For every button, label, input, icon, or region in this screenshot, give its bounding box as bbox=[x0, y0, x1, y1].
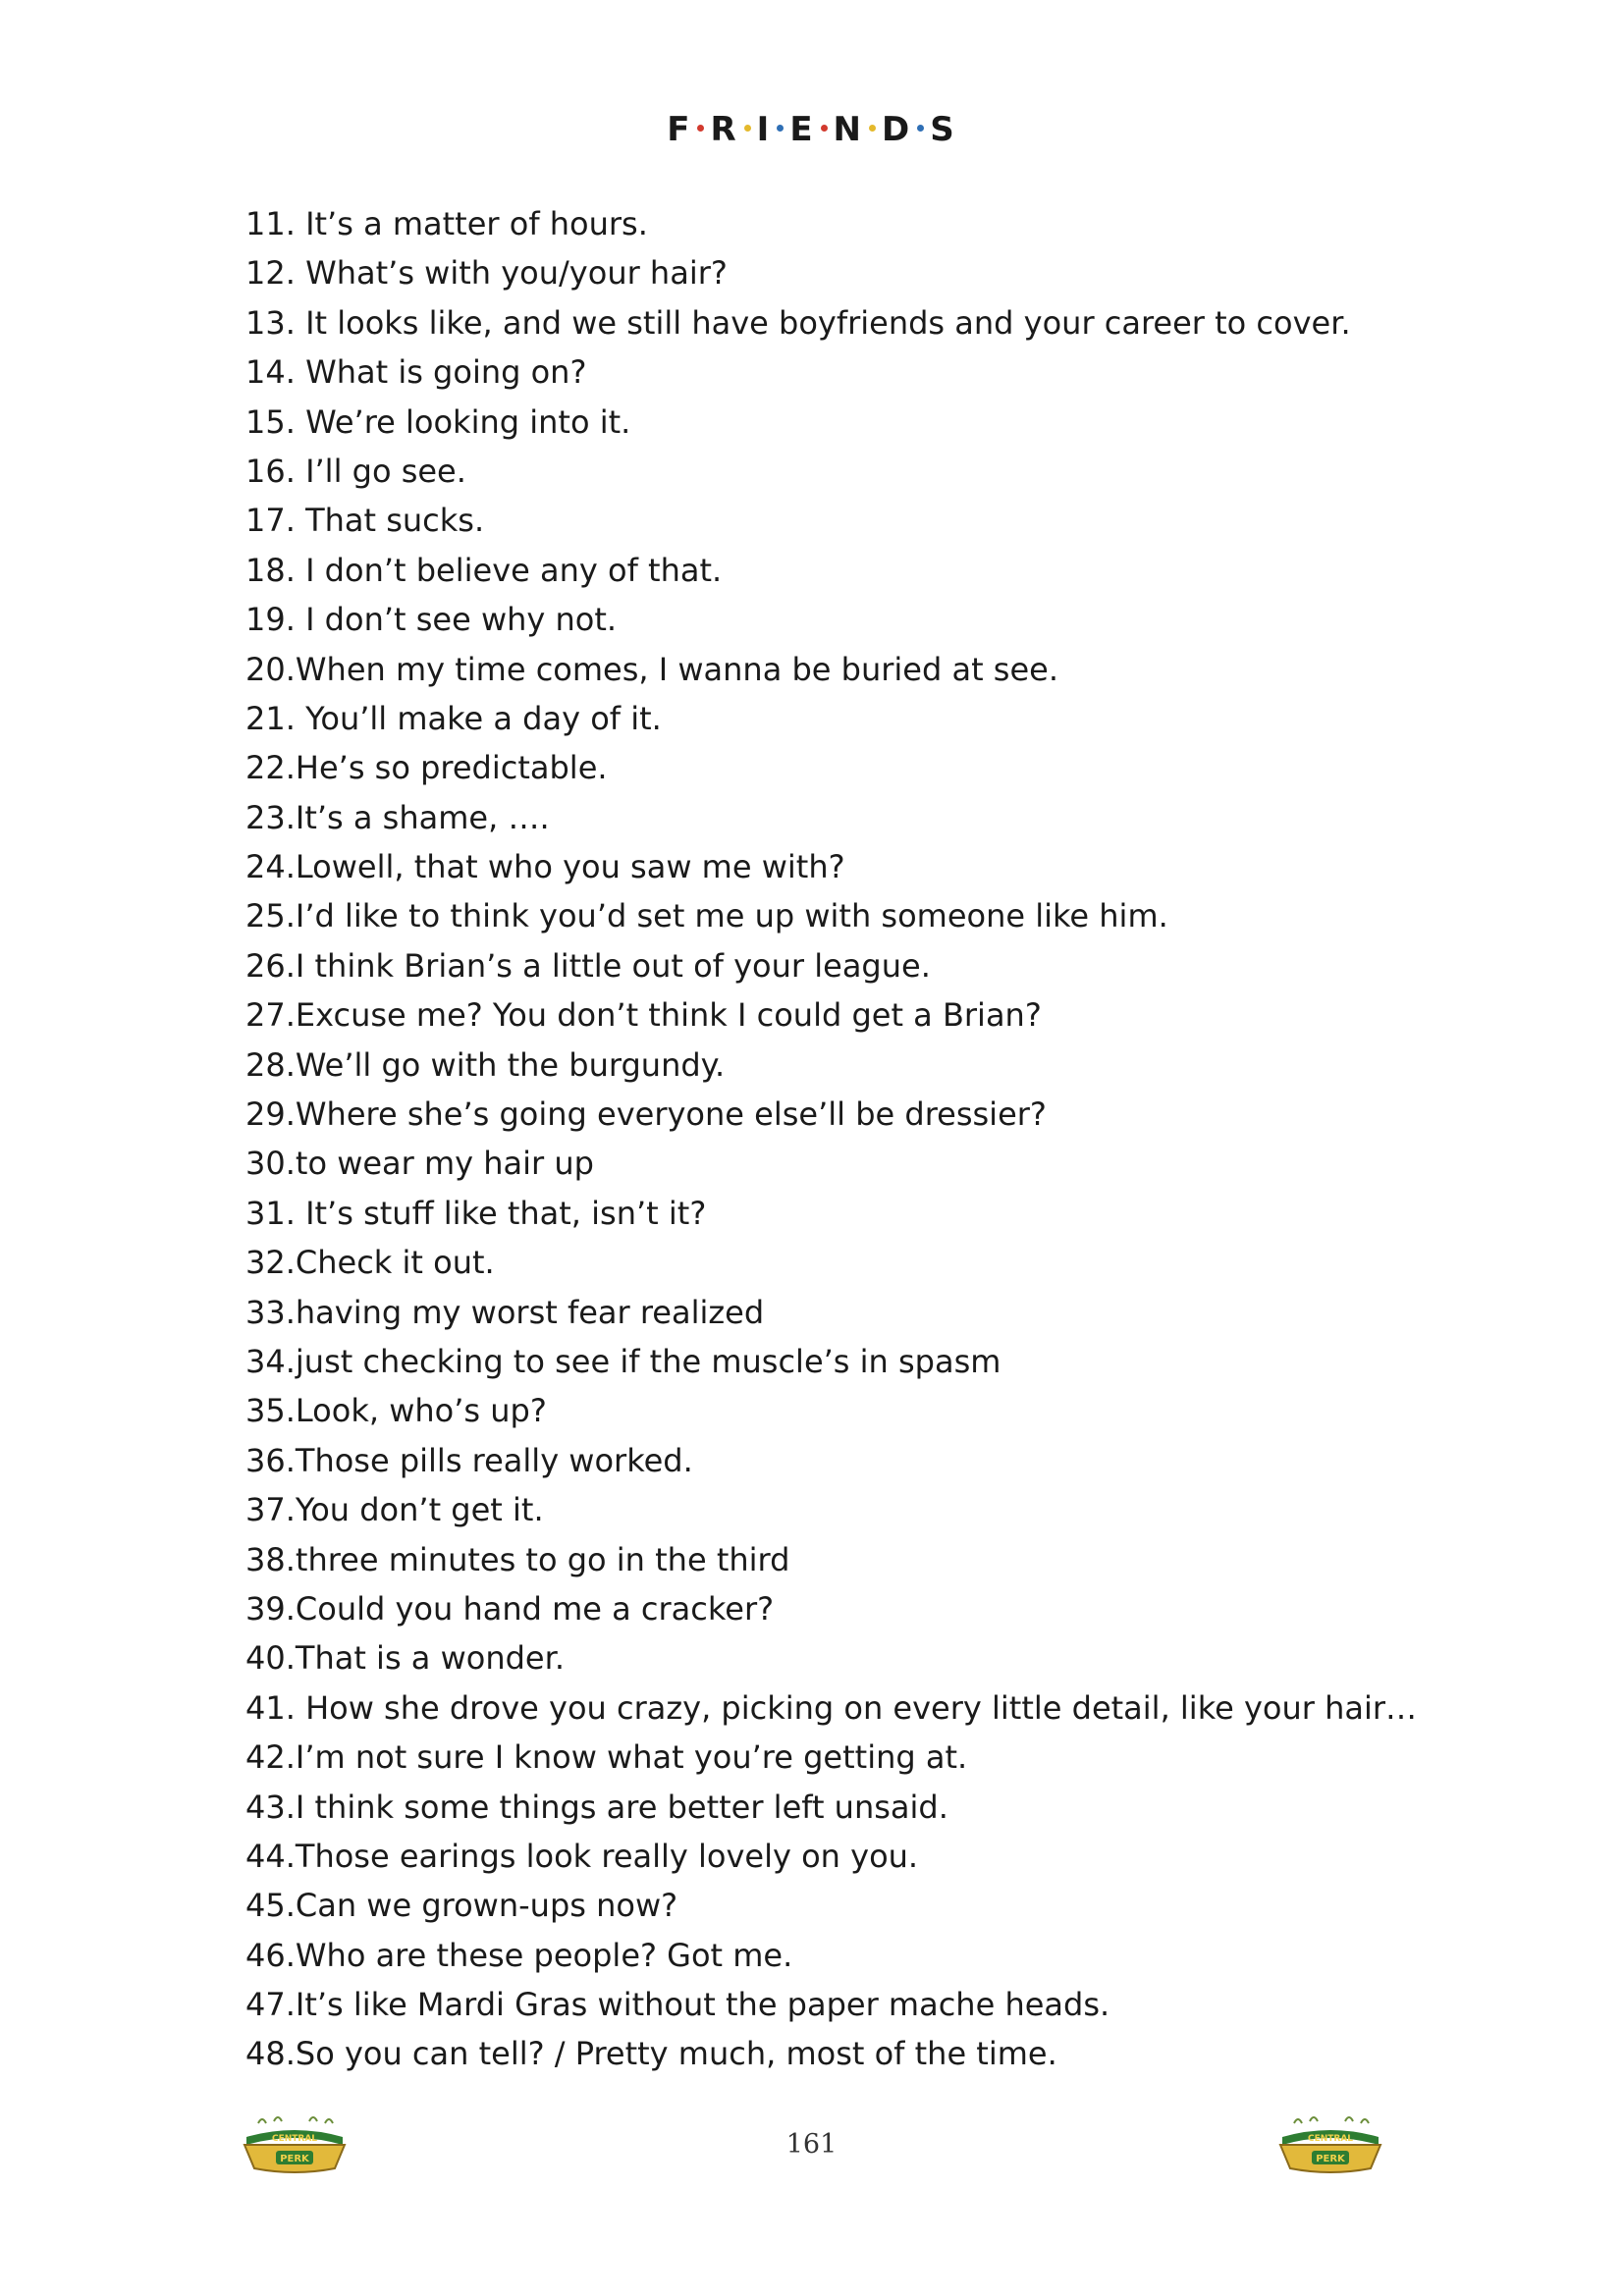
phrase-number: 39. bbox=[245, 1589, 296, 1628]
friends-logo bbox=[0, 110, 1623, 157]
phrase-text: What’s with you/your hair? bbox=[295, 254, 728, 293]
phrase-text: We’re looking into it. bbox=[295, 402, 631, 441]
phrase-text: I think some things are better left unsaid. bbox=[295, 1788, 948, 1826]
phrase-list-item bbox=[245, 1980, 1424, 2029]
phrase-number: 40. bbox=[245, 1639, 296, 1678]
phrase-text: Those pills really worked. bbox=[295, 1441, 693, 1479]
phrase-list-item bbox=[245, 1238, 1424, 1287]
phrase-number: 45. bbox=[245, 1887, 296, 1925]
phrase-list-item bbox=[245, 199, 1424, 248]
phrase-list-item bbox=[245, 793, 1424, 842]
phrase-list-item bbox=[245, 2029, 1424, 2078]
phrase-number: 26. bbox=[245, 946, 296, 985]
phrase-text: Check it out. bbox=[295, 1244, 495, 1282]
central-perk-logo-bottom-text: PERK bbox=[280, 2154, 309, 2164]
phrase-number: 47. bbox=[245, 1986, 296, 2024]
phrase-number: 11. bbox=[245, 205, 296, 242]
phrase-list-item bbox=[245, 1633, 1424, 1682]
phrase-list-item bbox=[245, 1386, 1424, 1435]
phrase-text: When my time comes, I wanna be buried at see. bbox=[295, 650, 1059, 688]
friends-logo-letter: I bbox=[756, 110, 772, 149]
phrase-list-item bbox=[245, 1189, 1424, 1238]
phrase-list-item bbox=[245, 1436, 1424, 1485]
phrase-list-item bbox=[245, 891, 1424, 940]
phrase-text: I think Brian’s a little out of your league. bbox=[295, 946, 931, 985]
phrase-number: 34. bbox=[245, 1342, 296, 1380]
phrase-text: I’m not sure I know what you’re getting at. bbox=[295, 1738, 968, 1777]
phrase-text: Look, who’s up? bbox=[295, 1392, 547, 1430]
friends-logo-dot bbox=[697, 125, 704, 132]
phrase-list-item bbox=[245, 347, 1424, 397]
friends-logo-dot bbox=[744, 125, 751, 132]
phrase-text: having my worst fear realized bbox=[295, 1293, 765, 1331]
phrase-text: I’ll go see. bbox=[295, 452, 466, 490]
phrase-number: 35. bbox=[245, 1392, 296, 1430]
phrase-number: 29. bbox=[245, 1095, 296, 1134]
friends-logo-letter: R bbox=[710, 110, 738, 149]
phrase-text: You’ll make a day of it. bbox=[295, 699, 662, 737]
friends-logo-dot bbox=[917, 125, 924, 132]
phrase-text: It looks like, and we still have boyfriends and your career to cover. bbox=[295, 303, 1351, 342]
phrase-text: That is a wonder. bbox=[295, 1639, 565, 1678]
phrase-list-item bbox=[245, 1485, 1424, 1534]
phrase-number: 12. bbox=[245, 254, 296, 293]
phrase-list-item bbox=[245, 1783, 1424, 1832]
phrase-number: 22. bbox=[245, 749, 296, 787]
phrase-list-item bbox=[245, 1041, 1424, 1090]
phrase-number: 21. bbox=[245, 699, 296, 737]
phrase-text: I’d like to think you’d set me up with someone like him. bbox=[295, 897, 1168, 935]
phrase-list-item bbox=[245, 694, 1424, 743]
phrase-list-item bbox=[245, 1733, 1424, 1782]
phrase-number: 43. bbox=[245, 1788, 296, 1826]
phrase-list-item bbox=[245, 1832, 1424, 1881]
phrase-number: 14. bbox=[245, 353, 296, 392]
phrase-number: 48. bbox=[245, 2035, 296, 2073]
friends-logo-letter: E bbox=[789, 110, 815, 149]
phrase-number: 32. bbox=[245, 1244, 296, 1282]
phrase-list-item bbox=[245, 842, 1424, 891]
phrase-text: Who are these people? Got me. bbox=[295, 1936, 793, 1974]
phrase-number: 41. bbox=[245, 1688, 296, 1727]
phrase-list-item bbox=[245, 447, 1424, 496]
phrase-text: So you can tell? / Pretty much, most of the time. bbox=[295, 2035, 1057, 2073]
phrase-number: 15. bbox=[245, 402, 296, 441]
phrase-number: 31. bbox=[245, 1194, 296, 1232]
phrase-text: to wear my hair up bbox=[295, 1145, 594, 1183]
phrase-number: 36. bbox=[245, 1441, 296, 1479]
phrase-text: It’s stuff like that, isn’t it? bbox=[295, 1194, 707, 1232]
phrase-text: He’s so predictable. bbox=[295, 749, 608, 787]
phrase-list-item bbox=[245, 546, 1424, 595]
phrase-text: Can we grown-ups now? bbox=[295, 1887, 678, 1925]
phrase-text: Where she’s going everyone else’ll be dressier? bbox=[295, 1095, 1047, 1134]
central-perk-logo-top-text: CENTRAL bbox=[1307, 2134, 1354, 2144]
phrase-list-item bbox=[245, 941, 1424, 990]
phrase-number: 16. bbox=[245, 452, 296, 490]
phrase-number: 46. bbox=[245, 1936, 296, 1974]
phrase-text: You don’t get it. bbox=[295, 1491, 544, 1529]
phrase-number: 18. bbox=[245, 551, 296, 589]
phrase-list-item bbox=[245, 743, 1424, 792]
phrase-number: 28. bbox=[245, 1045, 296, 1084]
friends-logo-letter: F bbox=[667, 110, 692, 149]
phrase-number: 33. bbox=[245, 1293, 296, 1331]
phrase-text: It’s a shame, …. bbox=[295, 798, 550, 836]
central-perk-logo-bottom-text: PERK bbox=[1316, 2154, 1345, 2164]
phrase-text: What is going on? bbox=[295, 353, 587, 392]
phrase-list-item bbox=[245, 1931, 1424, 1980]
phrase-text: I don’t believe any of that. bbox=[295, 551, 723, 589]
friends-logo-dot bbox=[869, 125, 876, 132]
phrase-number: 38. bbox=[245, 1540, 296, 1578]
phrase-list-item bbox=[245, 398, 1424, 447]
phrase-list-item bbox=[245, 496, 1424, 545]
phrase-text: Could you hand me a cracker? bbox=[295, 1589, 775, 1628]
phrase-list-item bbox=[245, 1337, 1424, 1386]
phrase-list bbox=[245, 199, 1424, 2079]
phrase-text: Excuse me? You don’t think I could get a Brian? bbox=[295, 996, 1042, 1035]
friends-logo-dot bbox=[777, 125, 784, 132]
phrase-number: 13. bbox=[245, 303, 296, 342]
friends-logo-letter: N bbox=[833, 110, 864, 149]
central-perk-logo-top-text: CENTRAL bbox=[271, 2134, 318, 2144]
phrase-list-item bbox=[245, 248, 1424, 297]
friends-logo-letter: D bbox=[882, 110, 912, 149]
phrase-number: 25. bbox=[245, 897, 296, 935]
central-perk-logo-icon bbox=[1276, 2115, 1384, 2176]
phrase-text: I don’t see why not. bbox=[295, 601, 618, 639]
phrase-list-item bbox=[245, 1881, 1424, 1930]
phrase-text: It’s like Mardi Gras without the paper mache heads. bbox=[295, 1986, 1110, 2024]
phrase-list-item bbox=[245, 1683, 1424, 1733]
phrase-number: 42. bbox=[245, 1738, 296, 1777]
friends-logo-dot bbox=[821, 125, 828, 132]
phrase-number: 20. bbox=[245, 650, 296, 688]
phrase-number: 17. bbox=[245, 502, 296, 540]
phrase-text: We’ll go with the burgundy. bbox=[295, 1045, 726, 1084]
phrase-list-item bbox=[245, 298, 1424, 347]
phrase-number: 30. bbox=[245, 1145, 296, 1183]
phrase-list-item bbox=[245, 595, 1424, 644]
phrase-list-item bbox=[245, 1584, 1424, 1633]
friends-logo-letter: S bbox=[930, 110, 956, 149]
phrase-list-item bbox=[245, 1288, 1424, 1337]
phrase-number: 23. bbox=[245, 798, 296, 836]
phrase-number: 27. bbox=[245, 996, 296, 1035]
phrase-list-item bbox=[245, 1535, 1424, 1584]
phrase-text: just checking to see if the muscle’s in spasm bbox=[295, 1342, 1001, 1380]
page-footer bbox=[0, 2115, 1623, 2194]
phrase-text: How she drove you crazy, picking on every little detail, like your hair… bbox=[295, 1688, 1417, 1727]
phrase-number: 24. bbox=[245, 848, 296, 886]
friends-logo-text bbox=[667, 110, 956, 149]
phrase-list-item bbox=[245, 1090, 1424, 1139]
phrase-text: It’s a matter of hours. bbox=[295, 205, 648, 242]
phrase-text: That sucks. bbox=[295, 502, 485, 540]
phrase-number: 19. bbox=[245, 601, 296, 639]
phrase-text: Lowell, that who you saw me with? bbox=[295, 848, 845, 886]
phrase-list-item bbox=[245, 645, 1424, 694]
phrase-text: three minutes to go in the third bbox=[295, 1540, 790, 1578]
phrase-number: 37. bbox=[245, 1491, 296, 1529]
page-number: 161 bbox=[785, 2129, 838, 2160]
phrase-list-item bbox=[245, 990, 1424, 1040]
phrase-list-item bbox=[245, 1139, 1424, 1188]
phrase-number: 44. bbox=[245, 1837, 296, 1875]
phrase-text: Those earings look really lovely on you. bbox=[295, 1837, 919, 1875]
